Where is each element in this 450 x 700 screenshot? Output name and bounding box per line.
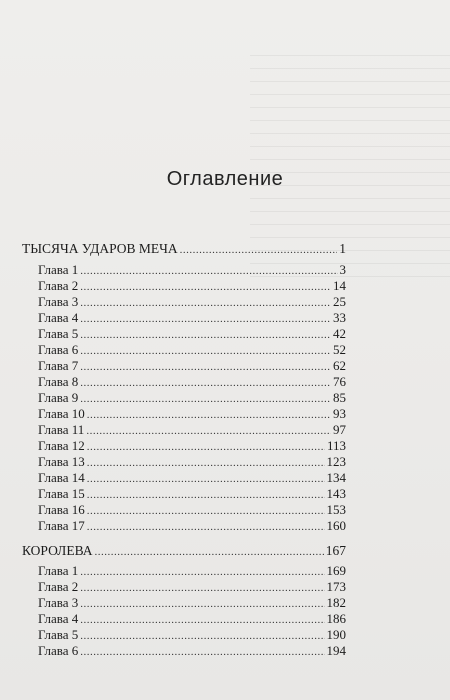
- toc-chapter-entry[interactable]: [38, 595, 346, 611]
- toc-title: Оглавление: [166, 168, 284, 190]
- leader-dots: [80, 279, 331, 295]
- toc-chapter-entry[interactable]: [38, 627, 346, 643]
- toc-chapter-label: Глава 14: [38, 470, 85, 485]
- toc-chapter-entry[interactable]: [38, 262, 346, 278]
- toc-chapter-label: Глава 2: [38, 278, 79, 293]
- toc-page-number: 42: [333, 326, 346, 341]
- toc-page-number: 3: [339, 262, 346, 277]
- toc-chapter-entry[interactable]: [38, 502, 346, 518]
- toc-chapter-entry[interactable]: [38, 278, 346, 294]
- toc-chapter-entry[interactable]: [38, 518, 346, 534]
- toc-chapter-label: Глава 16: [38, 502, 85, 517]
- leader-dots: [80, 391, 331, 407]
- toc-page-number: 113: [326, 438, 346, 453]
- leader-dots: [80, 295, 331, 311]
- toc-part-heading[interactable]: [22, 543, 346, 559]
- leader-dots: [87, 503, 325, 519]
- leader-dots: [80, 612, 324, 628]
- toc-page-number: 1: [339, 241, 346, 256]
- toc-page-number: 186: [326, 611, 346, 626]
- toc-chapter-entry[interactable]: [38, 422, 346, 438]
- leader-dots: [180, 242, 338, 258]
- toc-chapter-label: Глава 1: [38, 262, 79, 277]
- toc-chapter-label: Глава 17: [38, 518, 85, 533]
- leader-dots: [87, 519, 325, 535]
- leader-dots: [86, 423, 331, 439]
- leader-dots: [87, 471, 325, 487]
- leader-dots: [80, 580, 324, 596]
- leader-dots: [80, 564, 324, 580]
- toc-chapter-label: Глава 8: [38, 374, 79, 389]
- toc-chapter-entry[interactable]: [38, 579, 346, 595]
- toc-chapter-label: Глава 3: [38, 294, 79, 309]
- toc-page-number: 190: [326, 627, 346, 642]
- toc-page-number: 33: [333, 310, 346, 325]
- toc-page-number: 134: [326, 470, 346, 485]
- toc-chapter-label: Глава 7: [38, 358, 79, 373]
- toc-chapter-entry[interactable]: [38, 326, 346, 342]
- leader-dots: [80, 628, 324, 644]
- leader-dots: [87, 439, 325, 455]
- toc-chapter-label: Глава 5: [38, 627, 79, 642]
- toc-chapter-entry[interactable]: [38, 342, 346, 358]
- toc-page-number: 182: [326, 595, 346, 610]
- toc-chapter-label: Глава 4: [38, 611, 79, 626]
- toc-page-number: 194: [326, 643, 346, 658]
- toc-chapter-label: Глава 13: [38, 454, 85, 469]
- toc-chapter-entry[interactable]: [38, 454, 346, 470]
- toc-page-number: 160: [326, 518, 346, 533]
- leader-dots: [80, 359, 331, 375]
- leader-dots: [80, 343, 331, 359]
- toc-page-number: 93: [333, 406, 346, 421]
- toc-chapter-label: Глава 15: [38, 486, 85, 501]
- leader-dots: [94, 544, 323, 560]
- toc-page-number: 62: [333, 358, 346, 373]
- toc-chapter-label: Глава 2: [38, 579, 79, 594]
- leader-dots: [80, 263, 337, 279]
- toc-chapter-entry[interactable]: [38, 390, 346, 406]
- toc-chapter-entry[interactable]: [38, 611, 346, 627]
- toc-part-title: КОРОЛЕВА: [22, 543, 93, 558]
- toc-page-number: 14: [333, 278, 346, 293]
- toc-page-number: 123: [326, 454, 346, 469]
- toc-page-number: 85: [333, 390, 346, 405]
- toc-page-number: 169: [326, 563, 346, 578]
- toc-page-number: 52: [333, 342, 346, 357]
- toc-chapter-label: Глава 3: [38, 595, 79, 610]
- leader-dots: [87, 487, 325, 503]
- toc-page-number: 153: [326, 502, 346, 517]
- toc-chapter-label: Глава 10: [38, 406, 85, 421]
- toc-chapter-entry[interactable]: [38, 406, 346, 422]
- leader-dots: [87, 455, 325, 471]
- leader-dots: [80, 311, 331, 327]
- toc-chapter-label: Глава 6: [38, 643, 79, 658]
- toc-chapter-entry[interactable]: [38, 470, 346, 486]
- toc-chapter-label: Глава 9: [38, 390, 79, 405]
- toc-chapter-entry[interactable]: [38, 374, 346, 390]
- leader-dots: [80, 327, 331, 343]
- leader-dots: [87, 407, 331, 423]
- toc-page-number: 97: [333, 422, 346, 437]
- toc-page-number: 167: [325, 543, 346, 558]
- toc-chapter-label: Глава 6: [38, 342, 79, 357]
- toc-page-number: 143: [326, 486, 346, 501]
- toc-chapter-label: Глава 11: [38, 422, 85, 437]
- toc-chapter-entry[interactable]: [38, 294, 346, 310]
- toc-chapter-entry[interactable]: [38, 310, 346, 326]
- toc-chapter-label: Глава 12: [38, 438, 85, 453]
- toc-page-number: 25: [333, 294, 346, 309]
- toc-chapter-entry[interactable]: [38, 358, 346, 374]
- toc-chapter-entry[interactable]: [38, 563, 346, 579]
- toc-chapter-entry[interactable]: [38, 486, 346, 502]
- toc-part-heading[interactable]: [22, 241, 346, 257]
- leader-dots: [80, 644, 324, 660]
- toc-part-title: ТЫСЯЧА УДАРОВ МЕЧА: [22, 241, 178, 256]
- leader-dots: [80, 375, 331, 391]
- toc-page-number: 76: [333, 374, 346, 389]
- toc-chapter-entry[interactable]: [38, 643, 346, 659]
- leader-dots: [80, 596, 324, 612]
- toc-chapter-label: Глава 1: [38, 563, 79, 578]
- toc-chapter-label: Глава 5: [38, 326, 79, 341]
- toc-chapter-entry[interactable]: [38, 438, 346, 454]
- toc-chapter-label: Глава 4: [38, 310, 79, 325]
- toc-page-number: 173: [326, 579, 346, 594]
